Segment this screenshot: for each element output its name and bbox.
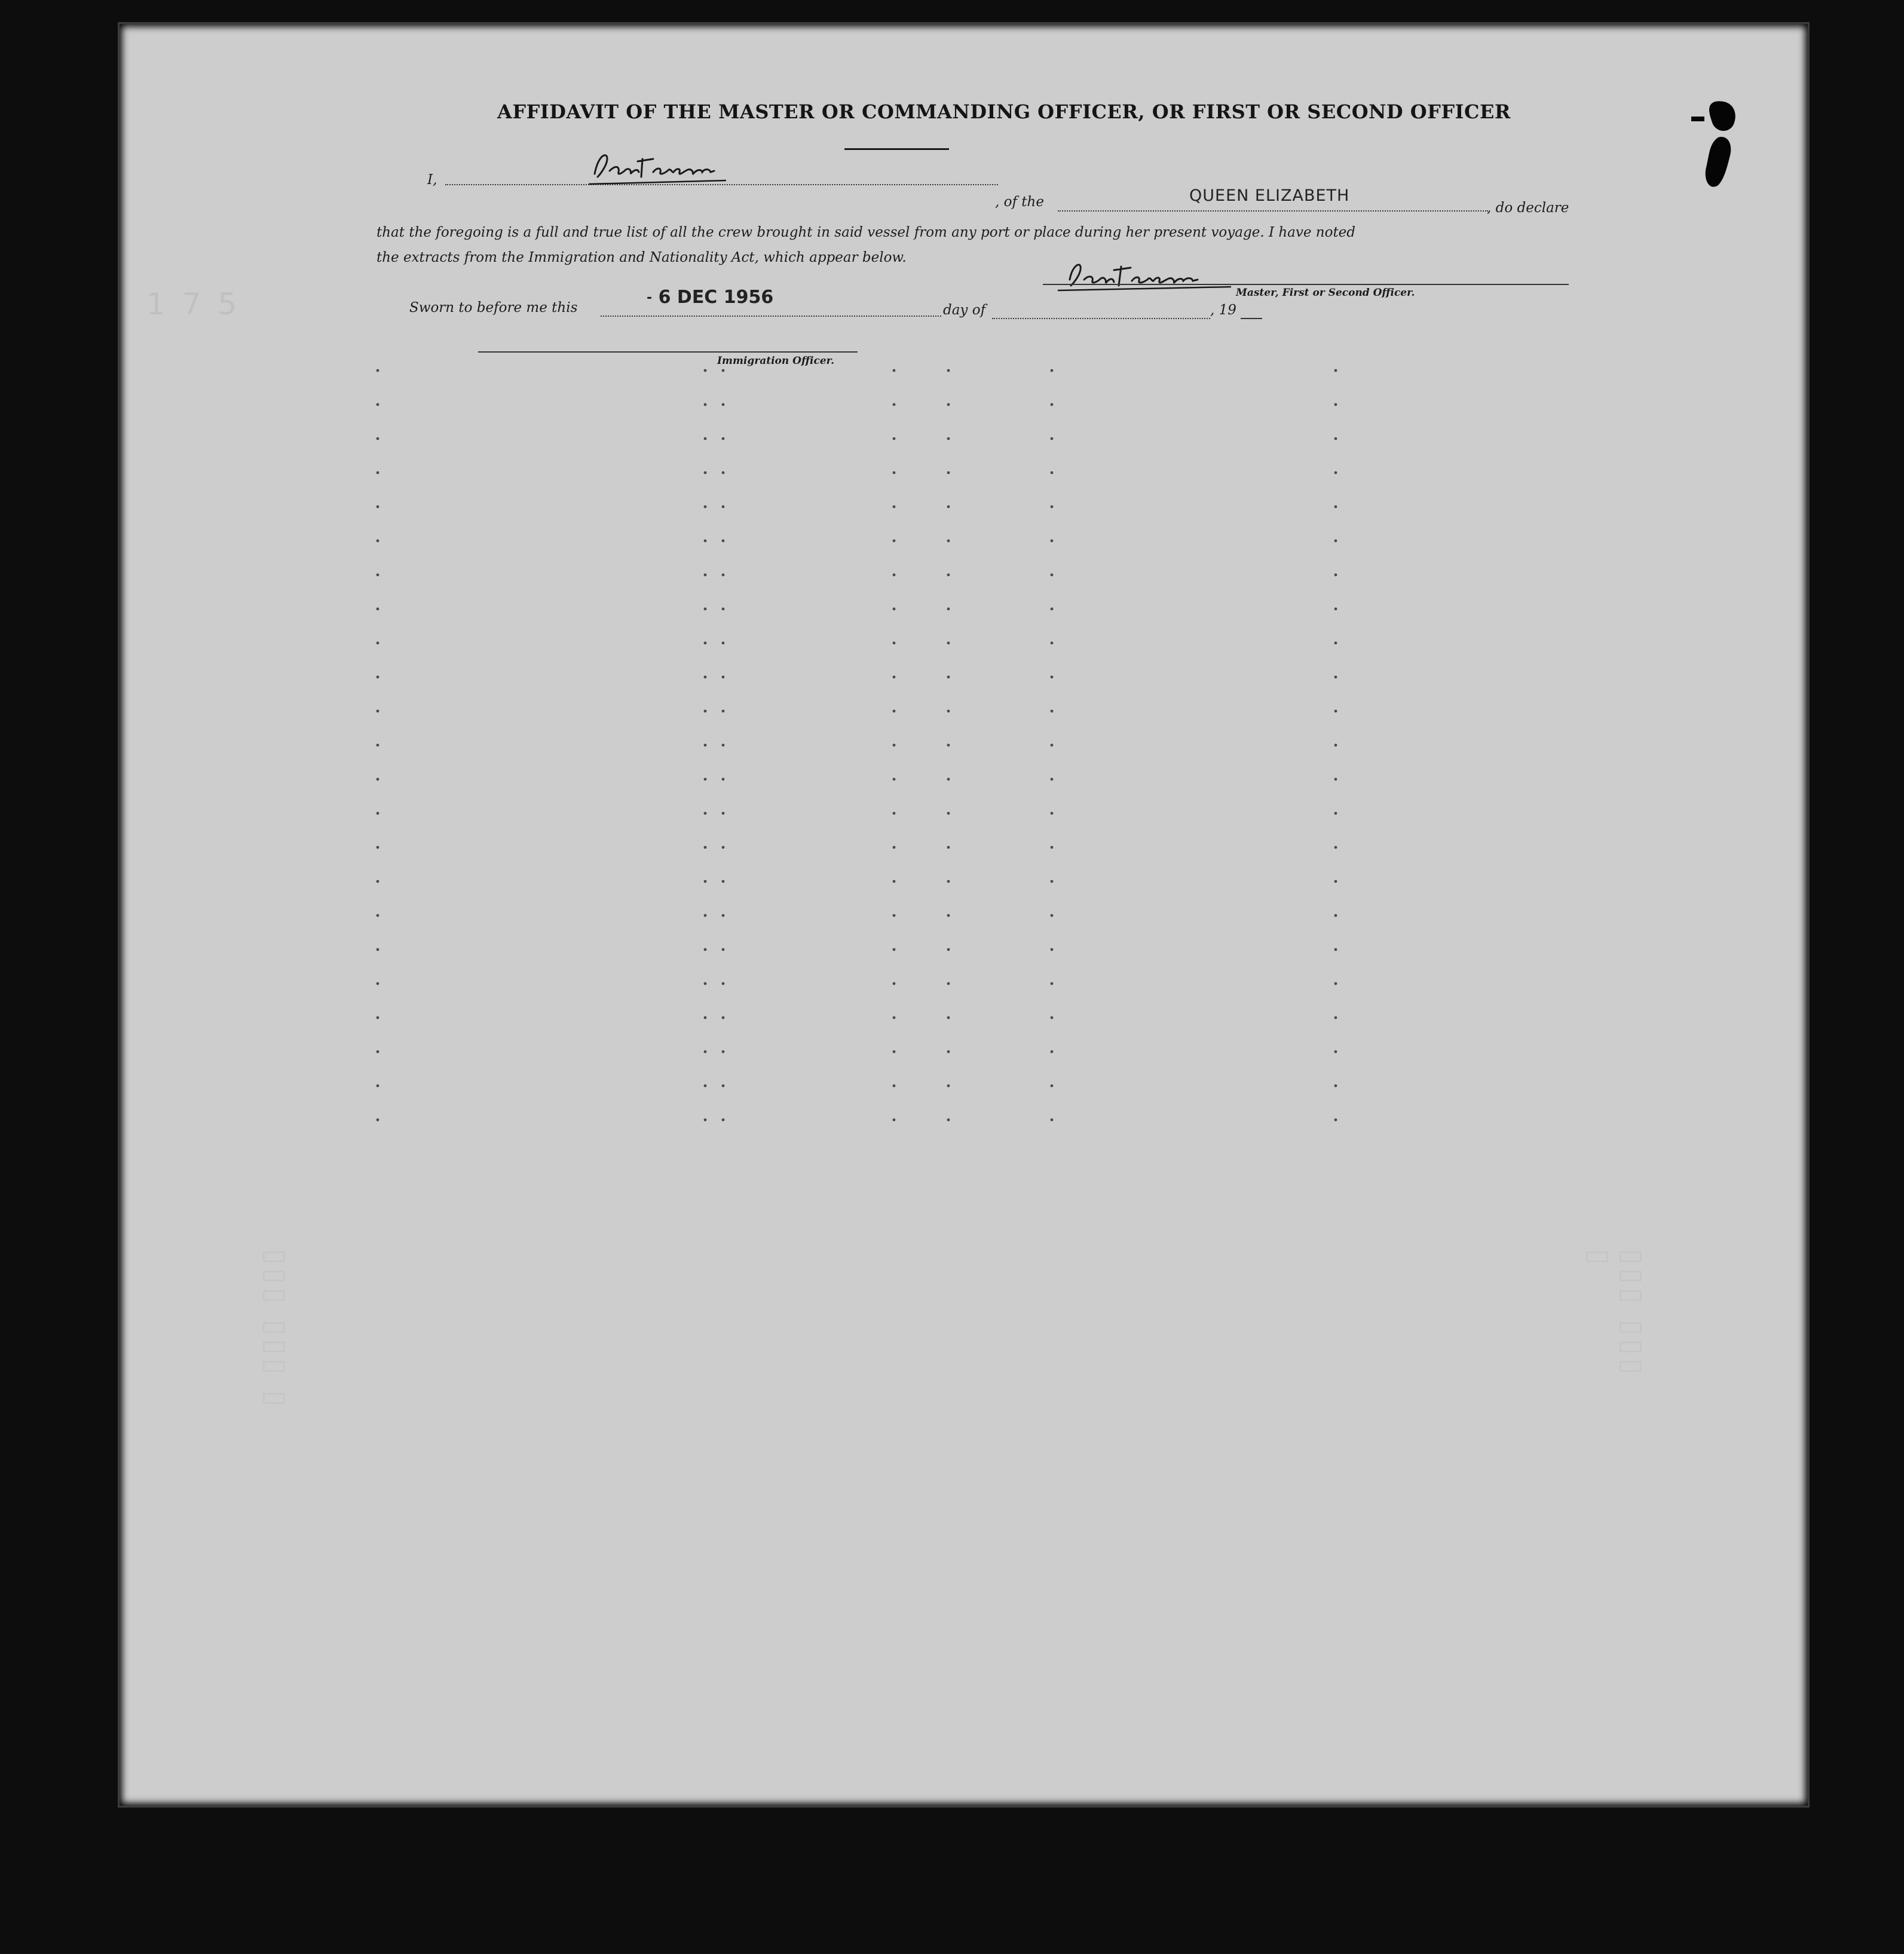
guide-dot <box>704 982 707 985</box>
guide-dot <box>947 369 950 372</box>
year-field-line <box>1241 318 1262 319</box>
guide-dot <box>376 506 379 509</box>
guide-dot <box>1334 914 1337 917</box>
guide-dot <box>1334 846 1337 849</box>
guide-dot <box>704 880 707 883</box>
guide-dot <box>1334 982 1337 985</box>
guide-dot <box>893 1050 896 1053</box>
guide-dot <box>704 642 707 645</box>
guide-dot <box>893 914 896 917</box>
guide-dot <box>722 914 725 917</box>
handwritten-signature-name <box>583 141 738 195</box>
guide-dot <box>376 982 379 985</box>
guide-dot <box>722 1050 725 1053</box>
guide-dot <box>722 812 725 815</box>
sworn-day-dots <box>601 316 941 317</box>
guide-dot <box>722 1016 725 1019</box>
master-signature-caption: Master, First or Second Officer. <box>1236 287 1415 299</box>
guide-dot <box>893 608 896 611</box>
guide-dot <box>1334 676 1337 679</box>
guide-dot <box>1334 608 1337 611</box>
guide-dot <box>947 846 950 849</box>
guide-dot <box>376 574 379 577</box>
guide-dot <box>1334 1119 1337 1122</box>
guide-dot <box>722 846 725 849</box>
guide-dot <box>947 1119 950 1122</box>
guide-dot <box>893 506 896 509</box>
guide-dot <box>1334 812 1337 815</box>
guide-dot <box>947 403 950 406</box>
guide-dot <box>704 778 707 781</box>
guide-dot <box>704 471 707 474</box>
guide-dot <box>376 1119 379 1122</box>
declaration-prefix: I, <box>427 172 437 188</box>
guide-dot <box>1051 608 1054 611</box>
guide-dot <box>1051 540 1054 543</box>
sworn-label: Sworn to before me this <box>409 300 578 316</box>
guide-dot <box>722 710 725 713</box>
guide-dot <box>1334 403 1337 406</box>
guide-dot <box>722 982 725 985</box>
guide-dot <box>376 540 379 543</box>
guide-dot <box>722 880 725 883</box>
guide-dot <box>376 846 379 849</box>
guide-dot <box>1051 710 1054 713</box>
immigration-officer-caption: Immigration Officer. <box>717 355 834 367</box>
guide-dot <box>1051 880 1054 883</box>
guide-dot <box>376 676 379 679</box>
guide-dot <box>704 608 707 611</box>
guide-dot <box>893 1119 896 1122</box>
vessel-field-dots <box>1058 210 1488 212</box>
ink-blot-mark <box>1691 96 1751 197</box>
guide-dot <box>893 982 896 985</box>
column-dot-guides <box>120 24 1808 1806</box>
guide-dot <box>722 403 725 406</box>
guide-dot <box>1051 471 1054 474</box>
guide-dot <box>947 540 950 543</box>
immigration-officer-line <box>478 351 858 353</box>
declaration-body-line-1: that the foregoing is a full and true list of all the crew brought in said vessel from any port or place during her present voyage. I have noted <box>376 225 1356 240</box>
guide-dot <box>704 1016 707 1019</box>
guide-dot <box>704 1119 707 1122</box>
guide-dot <box>1334 506 1337 509</box>
guide-dot <box>1051 744 1054 747</box>
guide-dot <box>704 744 707 747</box>
guide-dot <box>893 846 896 849</box>
guide-dot <box>376 948 379 951</box>
guide-dot <box>947 710 950 713</box>
handwritten-signature-master <box>1052 256 1243 304</box>
guide-dot <box>1051 676 1054 679</box>
guide-dot <box>1334 1050 1337 1053</box>
guide-dot <box>722 1119 725 1122</box>
guide-dot <box>1051 437 1054 440</box>
guide-dot <box>1051 642 1054 645</box>
guide-dot <box>1051 1119 1054 1122</box>
guide-dot <box>704 812 707 815</box>
guide-dot <box>1334 778 1337 781</box>
guide-dot <box>893 574 896 577</box>
guide-dot <box>1334 880 1337 883</box>
guide-dot <box>1051 948 1054 951</box>
guide-dot <box>376 812 379 815</box>
guide-dot <box>947 608 950 611</box>
guide-dot <box>704 1050 707 1053</box>
guide-dot <box>947 642 950 645</box>
guide-dot <box>1334 437 1337 440</box>
guide-dot <box>722 608 725 611</box>
guide-dot <box>947 1016 950 1019</box>
guide-dot <box>1051 812 1054 815</box>
month-field-dots <box>992 318 1210 319</box>
master-signature-line <box>1043 284 1569 285</box>
guide-dot <box>947 812 950 815</box>
guide-dot <box>704 506 707 509</box>
guide-dot <box>722 437 725 440</box>
guide-dot <box>1051 1016 1054 1019</box>
guide-dot <box>893 744 896 747</box>
guide-dot <box>704 574 707 577</box>
guide-dot <box>376 778 379 781</box>
guide-dot <box>1051 778 1054 781</box>
guide-dot <box>722 778 725 781</box>
guide-dot <box>947 1050 950 1053</box>
guide-dot <box>376 437 379 440</box>
guide-dot <box>376 403 379 406</box>
guide-dot <box>704 437 707 440</box>
bleed-through-mark: ▯▯▯ ▯▯▯ ▯ <box>1582 1249 1649 1378</box>
guide-dot <box>1051 914 1054 917</box>
guide-dot <box>1334 642 1337 645</box>
bleed-through-mark: 1 7 5 <box>146 287 241 321</box>
guide-dot <box>704 403 707 406</box>
guide-dot <box>1334 744 1337 747</box>
guide-dot <box>1334 369 1337 372</box>
vessel-name-stamp: QUEEN ELIZABETH <box>1189 186 1350 205</box>
guide-dot <box>376 914 379 917</box>
guide-dot <box>947 982 950 985</box>
guide-dot <box>947 676 950 679</box>
guide-dot <box>893 540 896 543</box>
guide-dot <box>893 437 896 440</box>
guide-dot <box>893 471 896 474</box>
guide-dot <box>947 471 950 474</box>
guide-dot <box>947 1085 950 1088</box>
of-the-label: , of the <box>995 194 1044 210</box>
guide-dot <box>1334 574 1337 577</box>
guide-dot <box>704 846 707 849</box>
guide-dot <box>1051 982 1054 985</box>
date-stamp-text: 6 DEC 1956 <box>658 287 774 308</box>
guide-dot <box>376 471 379 474</box>
guide-dot <box>893 403 896 406</box>
guide-dot <box>893 812 896 815</box>
guide-dot <box>376 880 379 883</box>
guide-dot <box>704 1085 707 1088</box>
guide-dot <box>1051 1050 1054 1053</box>
guide-dot <box>1334 1085 1337 1088</box>
guide-dot <box>376 744 379 747</box>
document-title: AFFIDAVIT OF THE MASTER OR COMMANDING OFFICER, OR FIRST OR SECOND OFFICER <box>497 100 1511 123</box>
guide-dot <box>1051 846 1054 849</box>
guide-dot <box>376 1016 379 1019</box>
guide-dot <box>1334 540 1337 543</box>
guide-dot <box>893 948 896 951</box>
guide-dot <box>893 642 896 645</box>
guide-dot <box>947 914 950 917</box>
guide-dot <box>376 1050 379 1053</box>
guide-dot <box>947 880 950 883</box>
guide-dot <box>722 471 725 474</box>
guide-dot <box>1334 948 1337 951</box>
guide-dot <box>893 710 896 713</box>
guide-dot <box>722 540 725 543</box>
guide-dot <box>722 506 725 509</box>
guide-dot <box>722 574 725 577</box>
guide-dot <box>1334 710 1337 713</box>
bleed-through-mark: ▯▯▯ ▯▯▯ ▯ <box>259 1249 293 1410</box>
guide-dot <box>893 1016 896 1019</box>
guide-dot <box>722 948 725 951</box>
guide-dot <box>947 948 950 951</box>
declaration-body-line-2: the extracts from the Immigration and Nationality Act, which appear below. <box>376 250 907 265</box>
date-stamp: - 6 DEC 1956 <box>647 287 774 308</box>
guide-dot <box>947 437 950 440</box>
do-declare-label: , do declare <box>1487 200 1569 216</box>
guide-dot <box>376 642 379 645</box>
guide-dot <box>704 676 707 679</box>
guide-dot <box>376 369 379 372</box>
guide-dot <box>704 540 707 543</box>
guide-dot <box>893 880 896 883</box>
guide-dot <box>1334 471 1337 474</box>
guide-dot <box>722 1085 725 1088</box>
day-of-label: day of <box>943 302 986 318</box>
guide-dot <box>1051 506 1054 509</box>
guide-dot <box>1051 403 1054 406</box>
guide-dot <box>947 744 950 747</box>
guide-dot <box>376 1085 379 1088</box>
guide-dot <box>722 642 725 645</box>
guide-dot <box>893 369 896 372</box>
guide-dot <box>893 1085 896 1088</box>
year-label: , 19 <box>1210 302 1236 318</box>
guide-dot <box>704 948 707 951</box>
guide-dot <box>1051 574 1054 577</box>
guide-dot <box>704 369 707 372</box>
guide-dot <box>947 506 950 509</box>
guide-dot <box>376 608 379 611</box>
document-page <box>120 24 1808 1806</box>
guide-dot <box>1334 1016 1337 1019</box>
guide-dot <box>722 369 725 372</box>
guide-dot <box>722 676 725 679</box>
guide-dot <box>704 710 707 713</box>
title-underline <box>844 148 949 150</box>
guide-dot <box>1051 1085 1054 1088</box>
guide-dot <box>947 574 950 577</box>
guide-dot <box>1051 369 1054 372</box>
guide-dot <box>893 778 896 781</box>
guide-dot <box>893 676 896 679</box>
guide-dot <box>947 778 950 781</box>
guide-dot <box>722 744 725 747</box>
guide-dot <box>704 914 707 917</box>
guide-dot <box>376 710 379 713</box>
